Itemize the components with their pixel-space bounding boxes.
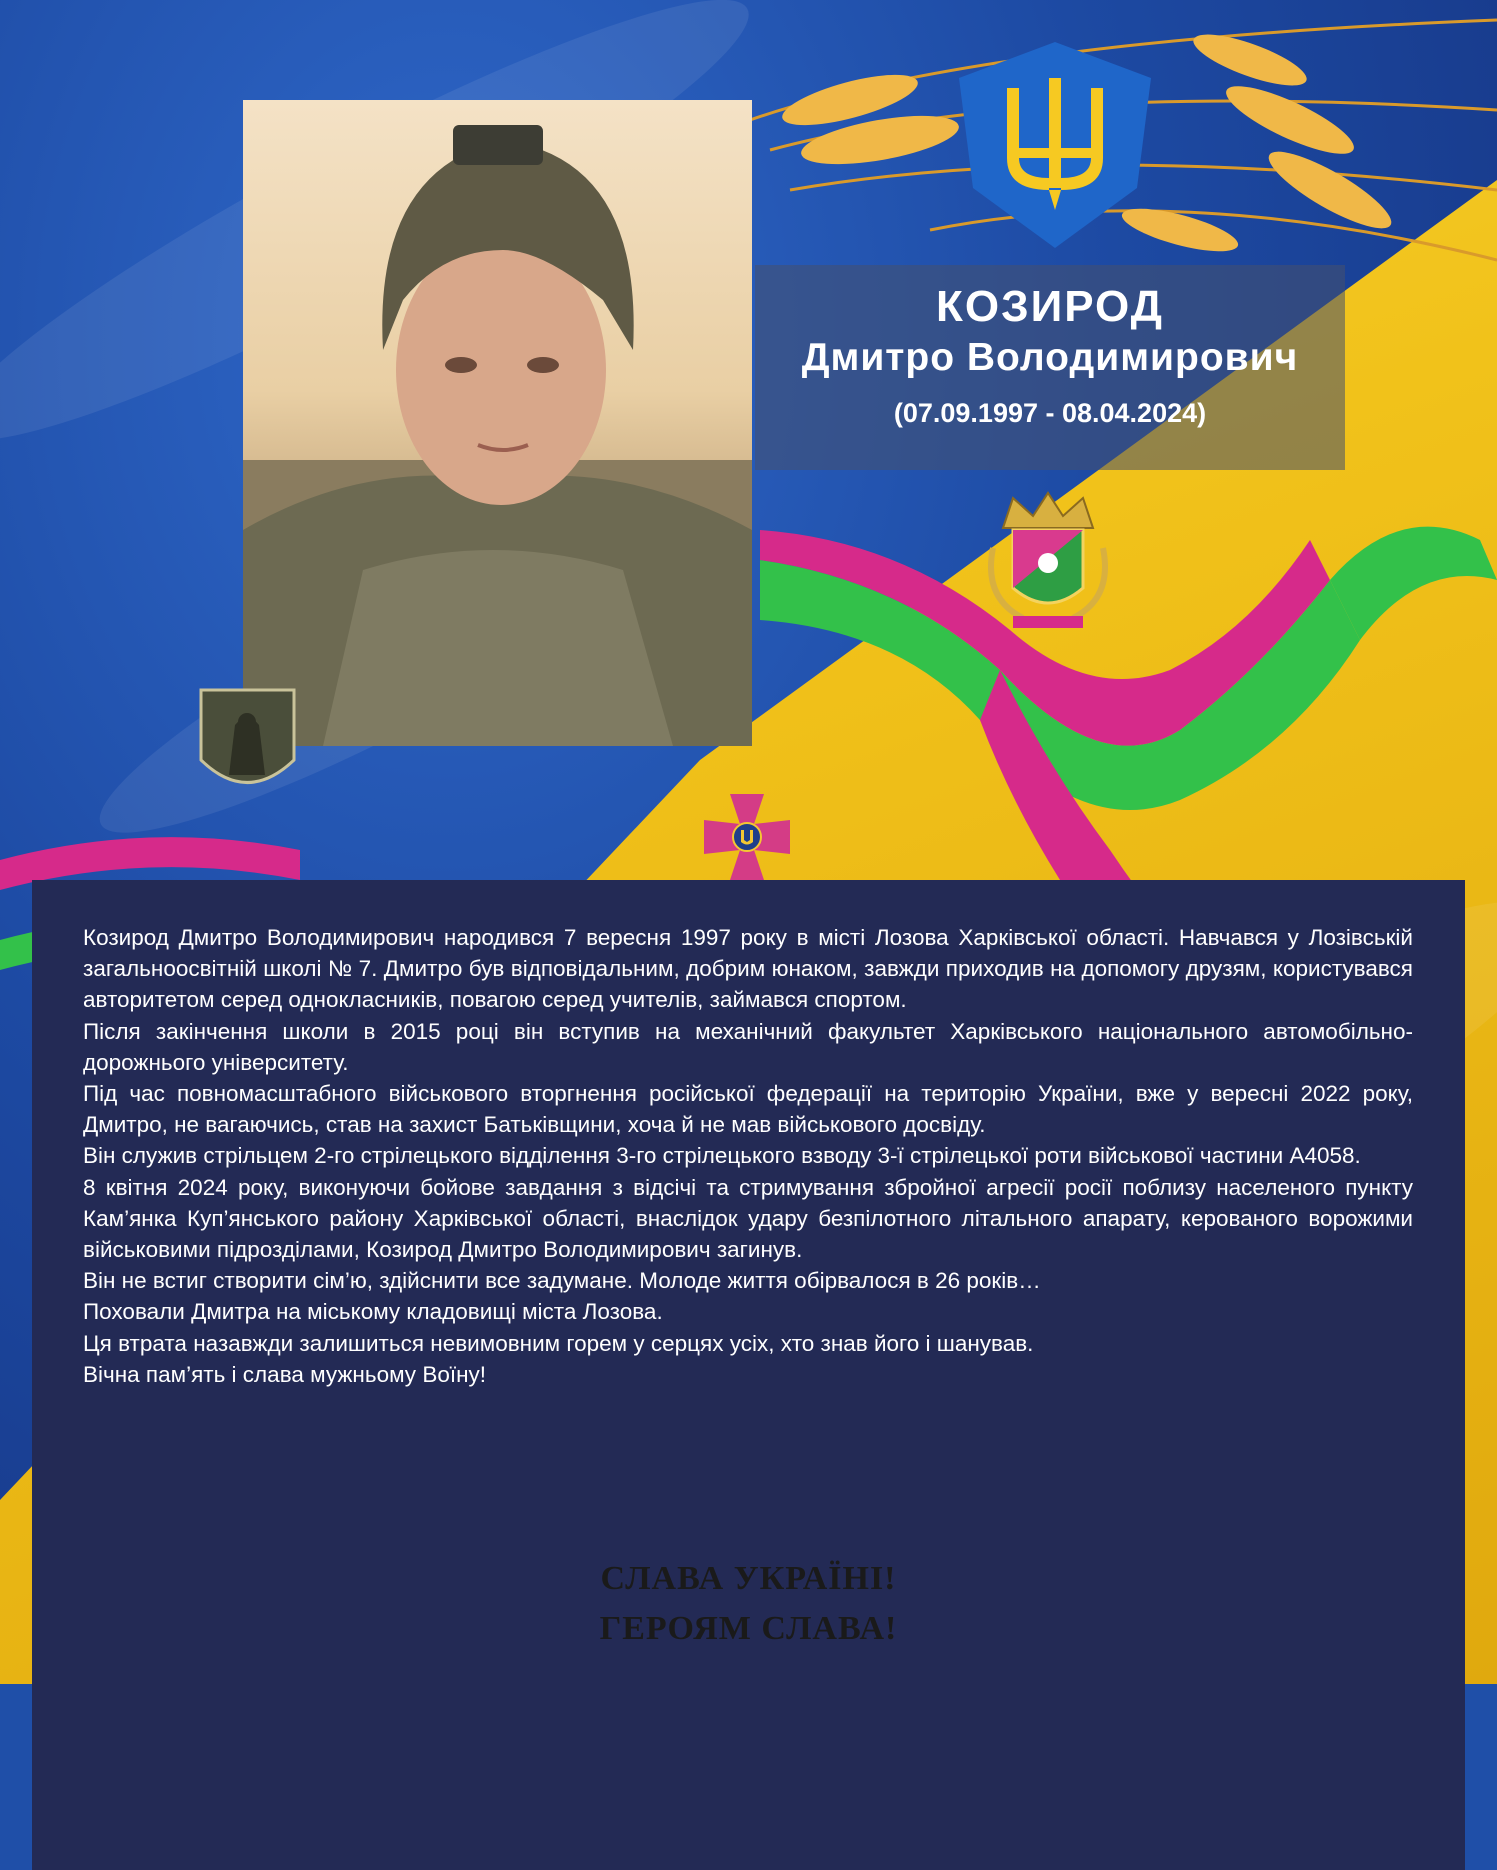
trident-shield-emblem — [955, 38, 1155, 252]
bio-paragraph: Вічна пам’ять і слава мужньому Воїну! — [83, 1361, 487, 1387]
bio-paragraph: Поховали Дмитра на міському кладовищі міста Лозова. — [83, 1299, 663, 1325]
armed-forces-cross-emblem — [700, 790, 794, 884]
bio-paragraph: Він не встиг створити сім’ю, здійснити все задумане. Молоде життя обірвалося в 26 років… — [83, 1268, 1041, 1294]
bio-paragraph: Після закінчення школи в 2015 році він вступив на механічний факультет Харківського національного автомобільно-дорожнього університету. — [83, 1018, 1413, 1075]
unit-patch-emblem — [195, 680, 300, 805]
bio-paragraph: Він служив стрільцем 2-го стрілецького відділення 3-го стрілецького взводу 3-ї стрілецької роти військової частини А4058. — [83, 1143, 1361, 1169]
slogan-glory-heroes: ГЕРОЯМ СЛАВА! — [599, 1610, 898, 1647]
surname: КОЗИРОД — [935, 282, 1165, 331]
soldier-portrait — [243, 100, 752, 746]
life-dates: (07.09.1997 - 08.04.2024) — [893, 398, 1207, 428]
bio-paragraph: 8 квітня 2024 року, виконуючи бойове завдання з відсічі та стримування збройної агресії росії поблизу населеного пункту Кам’янка Куп’янського району Харківської області, внаслідок удару безпілотного літального апарату, керованого ворожими військовими підрозділами, Козирод Дмитро Володимирович загинув. — [83, 1174, 1413, 1263]
bio-paragraph: Козирод Дмитро Володимирович народився 7 вересня 1997 року в місті Лозова Харківської області. Навчався у Лозівській загальноосвітній школі № 7. Дмитро був відповідальним, добрим юнаком, завжди приходив на допомогу друзям, користувався авторитетом серед однокласників, повагою серед учителів, займався спортом. — [83, 925, 1413, 1013]
slogan-glory-ukraine: СЛАВА УКРАЇНІ! — [600, 1560, 897, 1597]
biography-text — [83, 922, 1413, 1390]
bio-paragraph: Під час повномасштабного військового вторгнення російської федерації на територію України, вже у вересні 2022 року, Дмитро, не вагаючись, став на захист Батьківщини, хоча й не мав військового досвіду. — [83, 1081, 1413, 1138]
given-name-patronymic: Дмитро Володимирович — [801, 336, 1299, 379]
city-crest-emblem — [983, 488, 1113, 636]
bio-paragraph: Ця втрата назавжди залишиться невимовним горем у серцях усіх, хто знав його і шанував. — [83, 1330, 1034, 1356]
